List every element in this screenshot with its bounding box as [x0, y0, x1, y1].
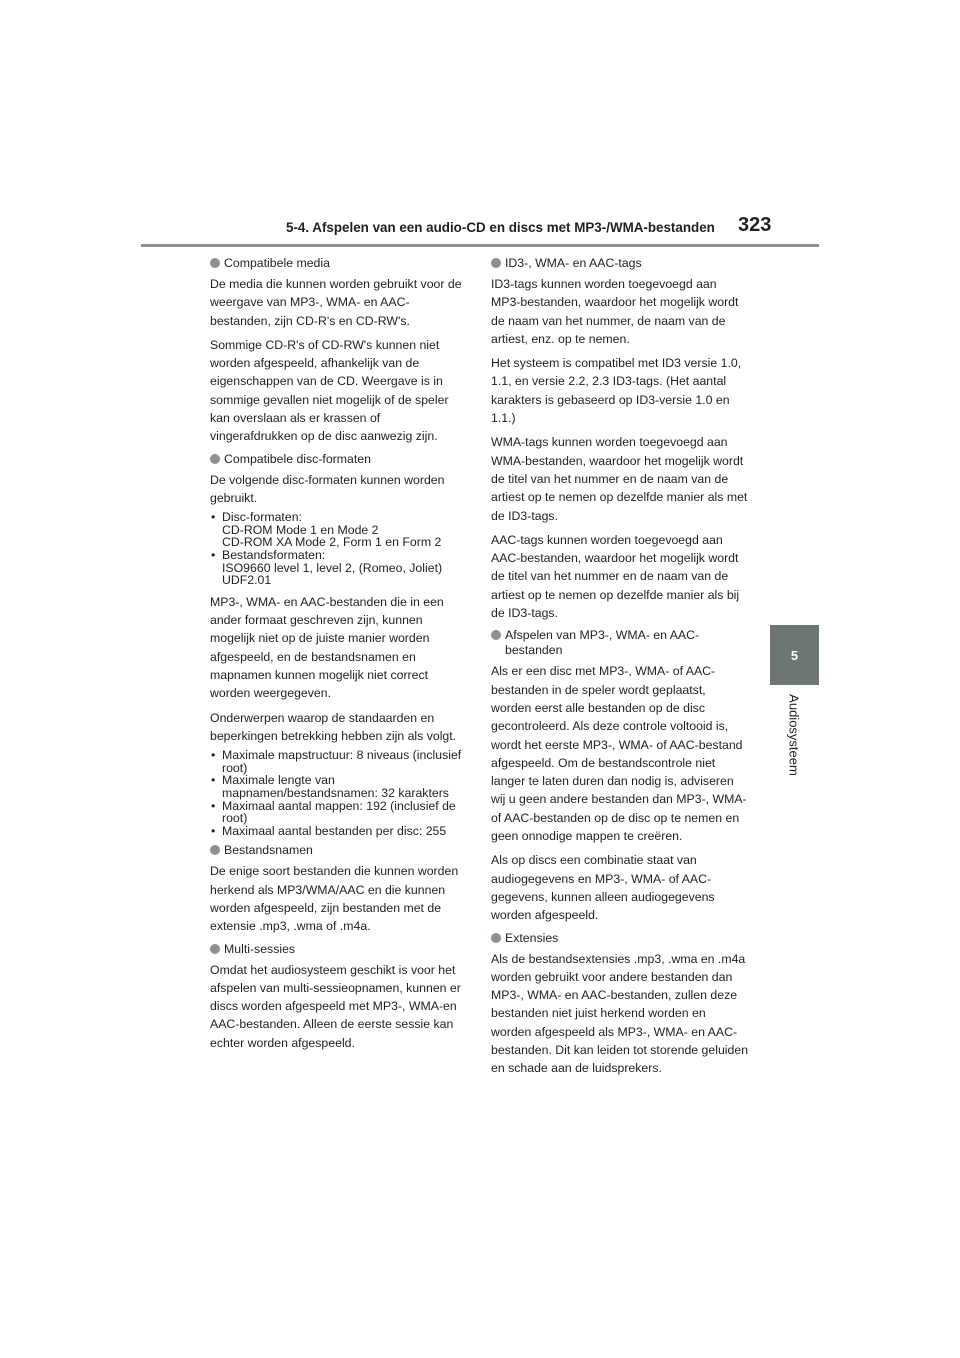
paragraph: Omdat het audiosysteem geschikt is voor het afspelen van multi-sessieopnamen, kunnen er discs worden afgespeeld met MP3-, WMA-en AAC-bestanden. Alleen de eerste sessie kan echter worden afgespeeld. — [210, 962, 461, 1050]
section-heading — [210, 942, 468, 957]
paragraph: AAC-tags kunnen worden toegevoegd aan AAC-bestanden, waardoor het mogelijk wordt de titel van het nummer en de naam van de artiest op te nemen op dezelfde manier als bij de ID3-tags. — [491, 532, 740, 621]
format-list — [210, 511, 468, 587]
paragraph: Het systeem is compatibel met ID3 versie 1.0, 1.1, en versie 2.2, 2.3 ID3-tags. (Het aantal karakters is gebaseerd op ID3-versie 1.0 en 1.1.) — [491, 356, 742, 426]
paragraph: Als de bestandsextensies .mp3, .wma en .m4a worden gebruikt voor andere bestanden dan MP3-, WMA- en AAC-bestanden, zullen deze bestanden niet juist herkend worden en worden afgespeeld als MP3-, WMA- en AAC-bestanden. Dit kan leiden tot storende geluiden en schade aan de luidsprekers. — [491, 951, 749, 1076]
paragraph: Als op discs een combinatie staat van audiogegevens en MP3-, WMA- of AAC-gegevens, kunnen alleen audiogegevens worden afgespeeld. — [491, 853, 715, 923]
chapter-tab — [770, 625, 819, 685]
bullet-dot-icon — [210, 845, 220, 855]
section-heading-text: Compatibele media — [224, 256, 330, 270]
section-heading — [210, 843, 468, 858]
section-heading — [210, 452, 468, 467]
paragraph: De enige soort bestanden die kunnen worden herkend als MP3/WMA/AAC en die kunnen worden afgespeeld, zijn bestanden met de extensie .mp3, .wma of .m4a. — [210, 864, 459, 934]
bullet-dot-icon — [491, 933, 501, 943]
paragraph: Als er een disc met MP3-, WMA- of AAC-bestanden in de speler wordt geplaatst, worden eerst alle bestanden op de disc gecontroleerd. Als deze controle voltooid is, wordt het eerste MP3-, WMA- of AAC-bestand afgespeeld. Om de bestandscontrole niet langer te laten duren dan nodig is, adviseren wij u geen andere bestanden dan MP3-, WMA-of AAC-bestanden op de disc op te nemen en geen onnodige mappen te creëren. — [491, 664, 747, 844]
section-extensies — [491, 931, 749, 1078]
section-heading-text: Multi-sessies — [224, 941, 296, 956]
left-column — [210, 256, 468, 1058]
bullet-dot-icon — [210, 258, 220, 268]
section-heading — [491, 256, 749, 271]
section-heading-text: Bestandsnamen — [224, 843, 313, 858]
chapter-label: Audiosysteem — [786, 694, 802, 776]
running-header: 5-4. Afspelen van een audio-CD en discs met MP3-/WMA-bestanden — [286, 220, 715, 235]
paragraph: MP3-, WMA- en AAC-bestanden die in een ander formaat geschreven zijn, kunnen mogelijk niet op de juiste manier worden afgespeeld, en de bestandsnamen en mapnamen kunnen mogelijk niet correct worden weergegeven. — [210, 594, 444, 701]
section-heading-text: Compatibele disc-formaten — [224, 451, 371, 466]
section-heading-text: ID3-, WMA- en AAC-tags — [505, 256, 642, 270]
list-item: • Disc-formaten: CD-ROM Mode 1 en Mode 2 CD-ROM XA Mode 2, Form 1 en Form 2 — [210, 511, 468, 549]
bullet-dot-icon — [210, 454, 220, 464]
list-item: • Maximaal aantal mappen: 192 (inclusief de root) — [210, 800, 468, 825]
section-heading-text: Afspelen van MP3-, WMA- en AAC-bestanden — [505, 628, 700, 658]
header-divider — [141, 244, 819, 247]
section-afspelen — [491, 628, 749, 924]
paragraph: WMA-tags kunnen worden toegevoegd aan WMA-bestanden, waardoor het mogelijk wordt de titel van het nummer en de naam van de artiest op te nemen op dezelfde manier als met de ID3-tags. — [491, 435, 748, 523]
bullet-dot-icon — [210, 944, 220, 954]
section-compatibele-media — [210, 256, 468, 446]
section-heading — [210, 256, 468, 271]
paragraph: Sommige CD-R's of CD-RW's kunnen niet worden afgespeeld, afhankelijk van de eigenschappen van de CD. Weergave is in sommige gevallen niet mogelijk of de speler kan overslaan als er krassen of vingerafdrukken op de disc aanwezig zijn. — [210, 337, 449, 444]
list-item: • Bestandsformaten: ISO9660 level 1, level 2, (Romeo, Joliet) UDF2.01 — [210, 549, 468, 587]
right-column — [491, 256, 749, 1084]
paragraph: Onderwerpen waarop de standaarden en beperkingen betrekking hebben zijn als volgt. — [210, 710, 457, 743]
list-item: • Maximaal aantal bestanden per disc: 255 — [210, 825, 468, 838]
paragraph: De volgende disc-formaten kunnen worden gebruikt. — [210, 472, 445, 505]
section-tags — [491, 256, 749, 622]
list-item: • Maximale lengte van mapnamen/bestandsnamen: 32 karakters — [210, 774, 468, 799]
section-heading — [491, 628, 749, 658]
paragraph: ID3-tags kunnen worden toegevoegd aan MP3-bestanden, waardoor het mogelijk wordt de naam van het nummer, de naam van de artiest, enz. op te nemen. — [491, 277, 739, 346]
bullet-dot-icon — [491, 258, 501, 268]
bullet-dot-icon — [491, 630, 501, 640]
section-heading — [491, 931, 749, 946]
list-item: • Maximale mapstructuur: 8 niveaus (inclusief root) — [210, 749, 468, 774]
section-heading-text: Extensies — [505, 930, 559, 945]
section-multi-sessies — [210, 942, 468, 1052]
chapter-number: 5 — [790, 647, 799, 663]
page-number: 323 — [738, 214, 772, 236]
section-bestandsnamen — [210, 843, 468, 935]
section-disc-formaten — [210, 452, 468, 838]
paragraph: De media die kunnen worden gebruikt voor de weergave van MP3-, WMA- en AAC-bestanden, zijn CD-R's en CD-RW's. — [210, 277, 462, 328]
limits-list — [210, 749, 468, 837]
